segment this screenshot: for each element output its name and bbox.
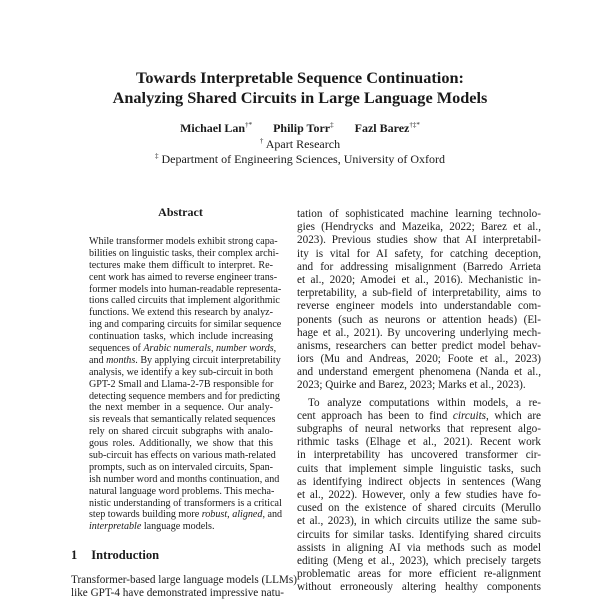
paper-title	[0, 68, 600, 108]
text-line: tation of sophisticated machine learning technolo-	[297, 208, 541, 220]
author-marks: †*	[245, 121, 253, 129]
text-line	[89, 343, 277, 355]
abstract-heading: Abstract	[158, 205, 203, 219]
author-name: Philip Torr	[273, 121, 331, 135]
author	[273, 121, 334, 135]
text-line	[89, 521, 273, 533]
text-line: detecting sequence members and for predicting	[89, 390, 280, 402]
emphasis-text: aligned	[232, 509, 263, 521]
text-segment: , and	[262, 509, 283, 521]
text-line: terpretability, a sub-field of interpretability, aims to	[297, 287, 541, 300]
text-line: cused on the existence of shared circuits (Merullo	[297, 502, 541, 515]
text-line: tions called circuits that implement algorithmic	[89, 295, 280, 307]
abstract-body	[89, 236, 283, 533]
text-line: former models into human-readable representa-	[89, 283, 282, 295]
author	[355, 121, 420, 135]
author-marks: †‡*	[409, 121, 420, 129]
paragraph	[297, 208, 541, 393]
text-line: assists in aligning AI via methods such as model	[297, 541, 541, 554]
emphasis-text: circuits	[452, 409, 487, 422]
text-line: et al., 2022). However, only a few studies have fo-	[297, 488, 541, 501]
title-line-2: Analyzing Shared Circuits in Large Language Models	[112, 88, 488, 107]
text-segment: step towards building more	[89, 509, 202, 521]
section-heading-introduction	[71, 548, 173, 563]
text-line: and for addressing misalignment (Barredo Arrieta	[297, 260, 541, 273]
text-line: ity is vital for AI safety, for catching deception,	[297, 247, 541, 260]
right-column	[297, 208, 541, 594]
text-line: 2023). Previous studies show that AI interpretabil-	[297, 234, 541, 247]
text-line: ponents (such as neurons or attention heads) (El-	[297, 313, 541, 326]
text-line: sub-circuit has effects on various math-related	[89, 450, 276, 462]
text-line	[89, 354, 281, 367]
introduction-left-column	[71, 574, 297, 600]
text-line: nistic understanding of transformers is a critical	[89, 497, 282, 509]
text-line: editing (Meng et al., 2023), which precisely targets	[297, 554, 541, 567]
text-line: cuits that implement simple linguistic tasks, such	[297, 462, 541, 475]
affiliation	[0, 152, 600, 167]
text-line: ish number word and months continuation, and	[89, 473, 280, 485]
text-line: hage et al., 2021). By uncovering underlying mech-	[297, 326, 541, 339]
text-line: the next member in a sequence. Our analy-	[89, 402, 273, 414]
text-line: anisms, researchers can better predict model behav-	[297, 339, 541, 352]
text-line: analysis, we identify a key sub-circuit in both	[89, 366, 273, 378]
emphasis-text: interpretable	[89, 521, 142, 533]
text-line: in interpretability has uncovered transformer cir-	[297, 449, 541, 462]
text-segment: , which are	[486, 409, 542, 422]
text-line: Transformer-based large language models (LLMs)	[71, 574, 297, 586]
affiliations	[0, 137, 600, 166]
text-line: To analyze computations within models, a re-	[308, 396, 541, 409]
author-list	[0, 121, 600, 135]
affiliation-name: Department of Engineering Sciences, University of Oxford	[161, 151, 446, 166]
text-line: like GPT-4 have demonstrated impressive natu-	[71, 587, 285, 600]
text-line: continuation tasks, which include increasing	[89, 331, 273, 343]
text-segment: ,	[273, 343, 277, 355]
text-line: reverse engineer models into understandable com-	[297, 300, 541, 313]
author-name: Fazl Barez	[354, 121, 410, 135]
text-line: cent work has aimed to reverse engineer trans-	[89, 271, 278, 283]
text-line: functions. We extend this research by analyz-	[89, 307, 273, 319]
text-line: gies (Hendrycks and Mazeika, 2022; Barez et al.,	[297, 221, 541, 234]
text-line: iors (Mu and Andreas, 2020; Foote et al., 2023)	[297, 353, 541, 366]
text-line: ing and comparing circuits for similar sequence	[89, 319, 282, 331]
text-line: GPT-2 Small and Llama-2-7B responsible for	[89, 378, 274, 390]
paragraph	[297, 397, 541, 595]
text-line: without erroneously altering healthy components	[297, 581, 541, 594]
author-marks: ‡	[330, 121, 334, 129]
text-line: rely on shared circuit subgraphs with analo-	[89, 426, 273, 438]
emphasis-text: Arabic numerals	[143, 343, 211, 355]
text-line: bilities on linguistic tasks, their complex archi-	[89, 247, 279, 259]
text-segment: ,	[227, 509, 233, 521]
text-line: et al., 2020; Amodei et al., 2016). Mechanistic in-	[297, 273, 541, 286]
text-line: prompts, such as on intervaled circuits, Span-	[89, 461, 273, 473]
text-line: circuits for similar tasks. Identifying shared circuits	[297, 528, 541, 541]
emphasis-text: months	[106, 354, 136, 366]
text-line: 2023; Quirke and Barez, 2023; Marks et al., 2023).	[297, 379, 526, 392]
affiliation-name: Apart Research	[265, 137, 341, 151]
text-line: While transformer models exhibit strong capa-	[89, 236, 278, 247]
text-segment: ,	[210, 343, 216, 355]
section-title: Introduction	[91, 548, 160, 562]
emphasis-text: robust	[201, 509, 228, 521]
author-name: Michael Lan	[180, 121, 246, 135]
emphasis-text: number words	[216, 343, 274, 355]
text-line: problematic areas for more efficient re-alignment	[297, 568, 541, 581]
text-line: tectures make them difficult to interpret. Re-	[89, 259, 273, 271]
text-line: and understand emergent phenomena (Nanda et al.,	[297, 366, 541, 379]
text-line: rithmic tasks (Elhage et al., 2021). Recent work	[297, 436, 541, 449]
text-segment: and	[89, 354, 107, 366]
text-segment: sequences of	[89, 343, 144, 355]
affiliation-mark: ‡	[154, 151, 159, 160]
text-segment: cent approach has been to find	[297, 409, 453, 422]
text-line: subgraphs of neural networks that represent algo-	[297, 423, 541, 435]
text-segment: language models.	[141, 521, 215, 533]
affiliation	[0, 137, 600, 152]
section-number: 1	[71, 548, 78, 562]
text-line	[89, 509, 283, 521]
text-line: natural language word problems. This mecha-	[89, 485, 275, 497]
text-line: as identifying indirect objects in sentences (Wang	[297, 475, 541, 488]
text-line	[297, 410, 541, 423]
affiliation-mark: †	[259, 137, 264, 145]
title-line-1: Towards Interpretable Sequence Continuation:	[136, 68, 464, 87]
text-line: et al., 2023), in which circuits utilize the same sub-	[297, 515, 541, 528]
text-line: gous roles. Additionally, we show that this	[89, 438, 273, 450]
author	[180, 121, 252, 135]
text-line: sis reveals that semantically related sequences	[89, 414, 276, 426]
text-segment: . By applying circuit interpretability	[135, 354, 281, 366]
